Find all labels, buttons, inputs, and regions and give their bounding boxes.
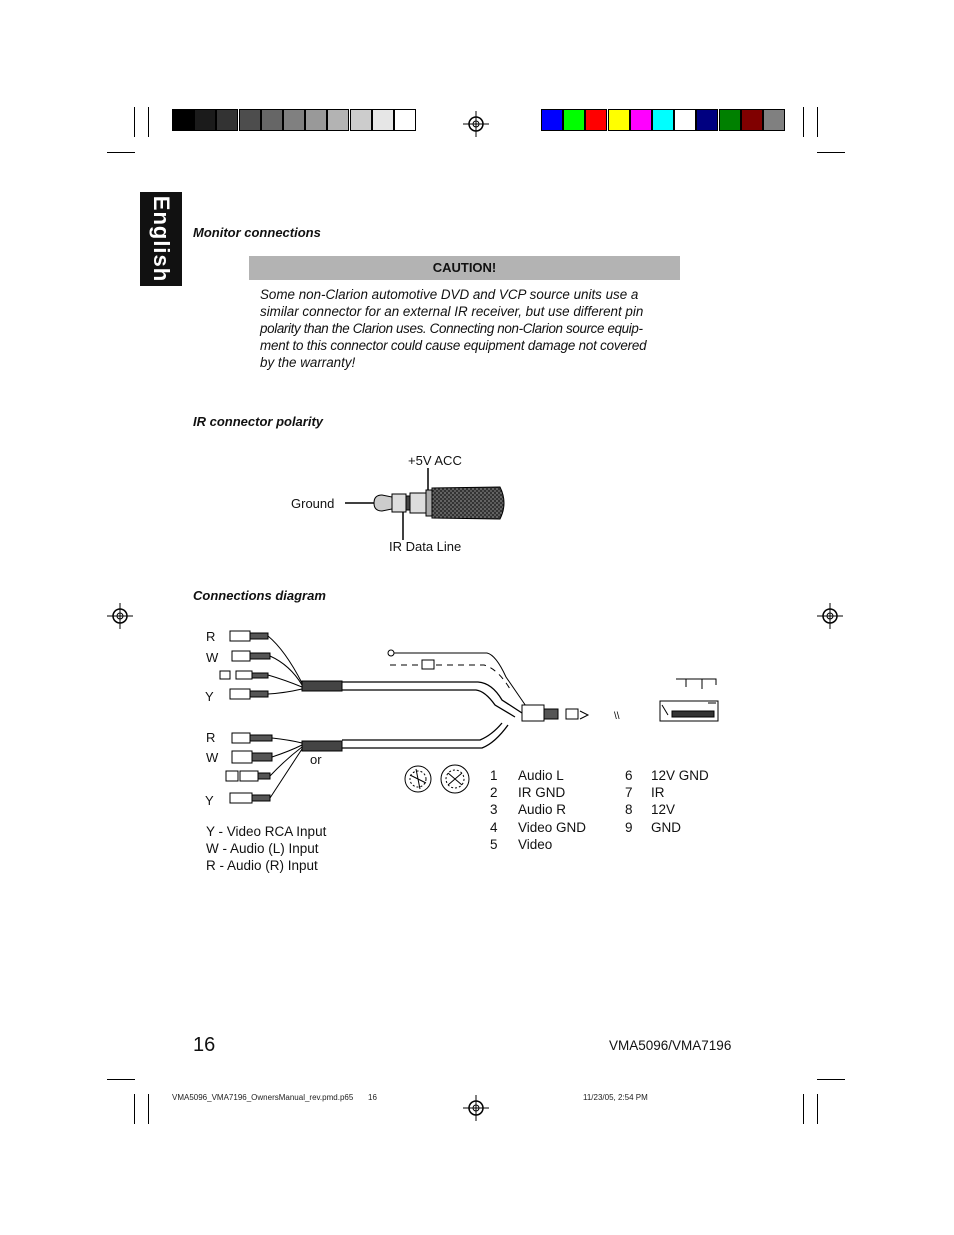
monitor-connections-heading: Monitor connections <box>193 225 321 240</box>
svg-text:\\: \\ <box>614 711 620 722</box>
bottom-r-label: R <box>206 730 216 745</box>
print-file-name: VMA5096_VMA7196_OwnersManual_rev.pmd.p65 <box>172 1093 354 1102</box>
bottom-w-label: W <box>206 750 219 765</box>
rca-plug-top-y <box>230 689 268 699</box>
pin-number: 1 <box>490 768 498 783</box>
rca-plug-bottom-y <box>230 793 270 803</box>
registration-mark-top <box>463 111 489 137</box>
color-swatch <box>585 109 607 131</box>
connections-diagram-heading: Connections diagram <box>193 588 326 603</box>
rca-plug-bottom-extra <box>226 771 270 781</box>
pin-number: 7 <box>625 785 633 801</box>
color-swatch <box>696 109 718 131</box>
print-timestamp: 11/23/05, 2:54 PM <box>583 1093 648 1102</box>
pin-number: 2 <box>490 785 498 801</box>
pin-number: 5 <box>490 836 498 852</box>
color-swatch <box>283 109 305 131</box>
color-swatch <box>719 109 741 131</box>
pin-name: IR GND <box>518 785 566 801</box>
ir-plug-illustration <box>340 468 520 540</box>
color-swatch <box>305 109 327 131</box>
pin-number: 3 <box>490 802 498 818</box>
color-swatch <box>172 109 194 131</box>
language-tab-label: English <box>149 195 174 283</box>
color-swatch <box>674 109 696 131</box>
language-tab <box>140 192 182 286</box>
registration-mark-right <box>817 603 843 629</box>
color-swatch <box>372 109 394 131</box>
color-swatch <box>350 109 372 131</box>
pin-number: 6 <box>625 768 633 783</box>
color-swatch <box>563 109 585 131</box>
registration-mark-left <box>107 603 133 629</box>
pin-name: Audio R <box>518 802 567 818</box>
pin-number: 4 <box>490 819 498 835</box>
rca-plug-bottom-r <box>232 733 272 743</box>
pin-name: GND <box>651 819 681 835</box>
caution-line: by the warranty! <box>260 355 356 370</box>
legend-audio-right: R - Audio (R) Input <box>206 858 318 873</box>
pin-number: 8 <box>625 802 633 818</box>
caution-line: Some non-Clarion automotive DVD and VCP source units use a <box>260 287 639 302</box>
color-swatch <box>394 109 416 131</box>
legend-audio-left: W - Audio (L) Input <box>206 841 319 856</box>
or-label: or <box>310 752 322 767</box>
pin-number: 9 <box>625 819 633 835</box>
ground-label: Ground <box>291 496 335 511</box>
pin-name: 12V GND <box>651 768 709 783</box>
ir-polarity-heading: IR connector polarity <box>193 414 324 429</box>
legend-video: Y - Video RCA Input <box>206 824 327 839</box>
caution-line: similar connector for an external IR receiver, but use different pin <box>260 304 644 319</box>
page-number: 16 <box>193 1034 216 1056</box>
pin-name: IR <box>651 785 665 801</box>
color-swatch <box>608 109 630 131</box>
pin-name: Audio L <box>518 768 564 783</box>
registration-mark-bottom <box>463 1095 489 1121</box>
top-r-label: R <box>206 629 216 644</box>
color-swatch <box>194 109 216 131</box>
color-swatch <box>239 109 261 131</box>
pin-name: Video <box>518 836 553 852</box>
caution-banner: CAUTION! <box>249 256 680 280</box>
color-swatch <box>216 109 238 131</box>
color-swatch <box>261 109 283 131</box>
caution-line: ment to this connector could cause equipment damage not covered <box>260 338 647 353</box>
color-swatch <box>763 109 785 131</box>
rca-plug-top-r <box>230 631 268 641</box>
color-swatch <box>652 109 674 131</box>
ir-data-label: IR Data Line <box>389 539 462 554</box>
pin-name: Video GND <box>518 819 587 835</box>
bottom-y-label: Y <box>205 793 214 808</box>
model-number: VMA5096/VMA7196 <box>609 1038 732 1053</box>
rca-plug-bottom-w <box>232 751 272 763</box>
color-swatch <box>630 109 652 131</box>
color-swatch <box>741 109 763 131</box>
pin-name: 12V <box>651 802 676 818</box>
rca-plug-top-w <box>232 651 270 661</box>
color-swatch <box>327 109 349 131</box>
rca-plug-top-extra <box>220 671 268 679</box>
color-swatch <box>541 109 563 131</box>
acc-label: +5V ACC <box>408 453 462 468</box>
top-y-label: Y <box>205 689 214 704</box>
caution-line: polarity than the Clarion uses. Connecting non-Clarion source equip- <box>260 321 643 336</box>
top-w-label: W <box>206 650 219 665</box>
print-file-page: 16 <box>368 1093 377 1102</box>
caution-text <box>260 286 673 371</box>
